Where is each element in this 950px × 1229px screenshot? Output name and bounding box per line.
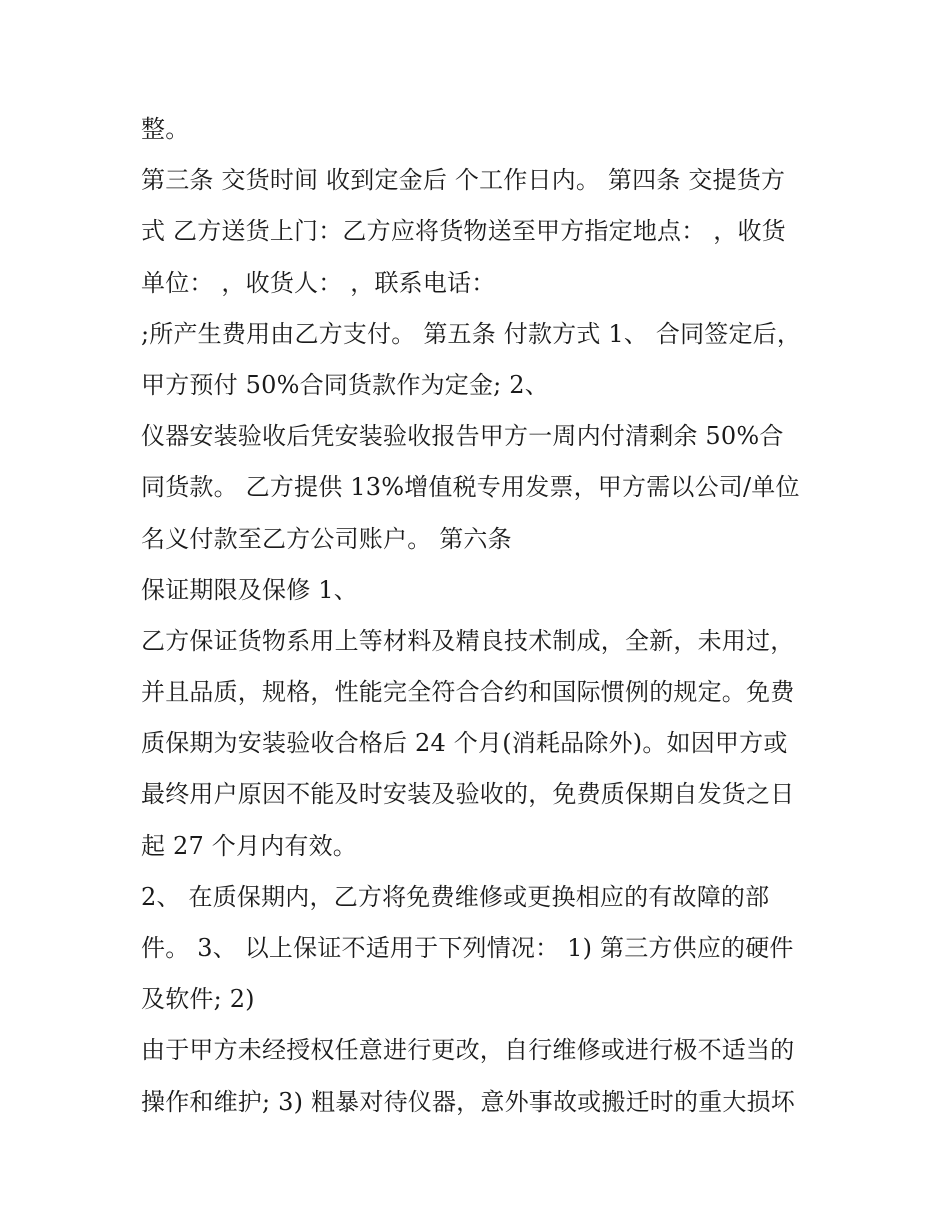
text-line: 式 乙方送货上门：乙方应将货物送至甲方指定地点： ，收货 — [141, 217, 786, 246]
text-line: 2、 在质保期内，乙方将免费维修或更换相应的有故障的部 — [141, 882, 770, 911]
text-line: 最终用户原因不能及时安装及验收的，免费质保期自发货之日 — [141, 780, 795, 809]
text-line: 整。 — [141, 115, 190, 143]
text-line: 并且品质，规格，性能完全符合合约和国际惯例的规定。免费 — [141, 678, 795, 707]
text-line: 保证期限及保修 1、 — [141, 575, 358, 604]
text-line: 起 27 个月内有效。 — [141, 831, 357, 860]
text-line: 由于甲方未经授权任意进行更改，自行维修或进行极不适当的 — [141, 1036, 795, 1065]
text-line: 及软件; 2) — [141, 985, 255, 1014]
text-line: 甲方预付 50%合同货款作为定金; 2、 — [141, 370, 549, 399]
text-line: 名义付款至乙方公司账户。 第六条 — [141, 524, 512, 553]
text-line: 操作和维护; 3) 粗暴对待仪器，意外事故或搬迁时的重大损坏 — [141, 1087, 795, 1116]
text-line: ;所产生费用由乙方支付。 第五条 付款方式 1、 合同签定后， — [141, 319, 802, 348]
text-line: 质保期为安装验收合格后 24 个月(消耗品除外)。如因甲方或 — [141, 729, 788, 758]
text-line: 第三条 交货时间 收到定金后 个工作日内。 第四条 交提货方 — [141, 166, 786, 195]
text-line: 件。 3、 以上保证不适用于下列情况： 1) 第三方供应的硬件 — [141, 934, 794, 962]
text-line: 仪器安装验收后凭安装验收报告甲方一周内付清剩余 50%合 — [141, 422, 784, 451]
contract-text-body — [141, 104, 821, 1128]
text-line: 单位： ，收货人： ，联系电话： — [141, 268, 496, 297]
text-line: 同货款。 乙方提供 13%增值税专用发票，甲方需以公司/单位 — [141, 473, 800, 502]
text-line: 乙方保证货物系用上等材料及精良技术制成，全新，未用过， — [141, 626, 795, 655]
